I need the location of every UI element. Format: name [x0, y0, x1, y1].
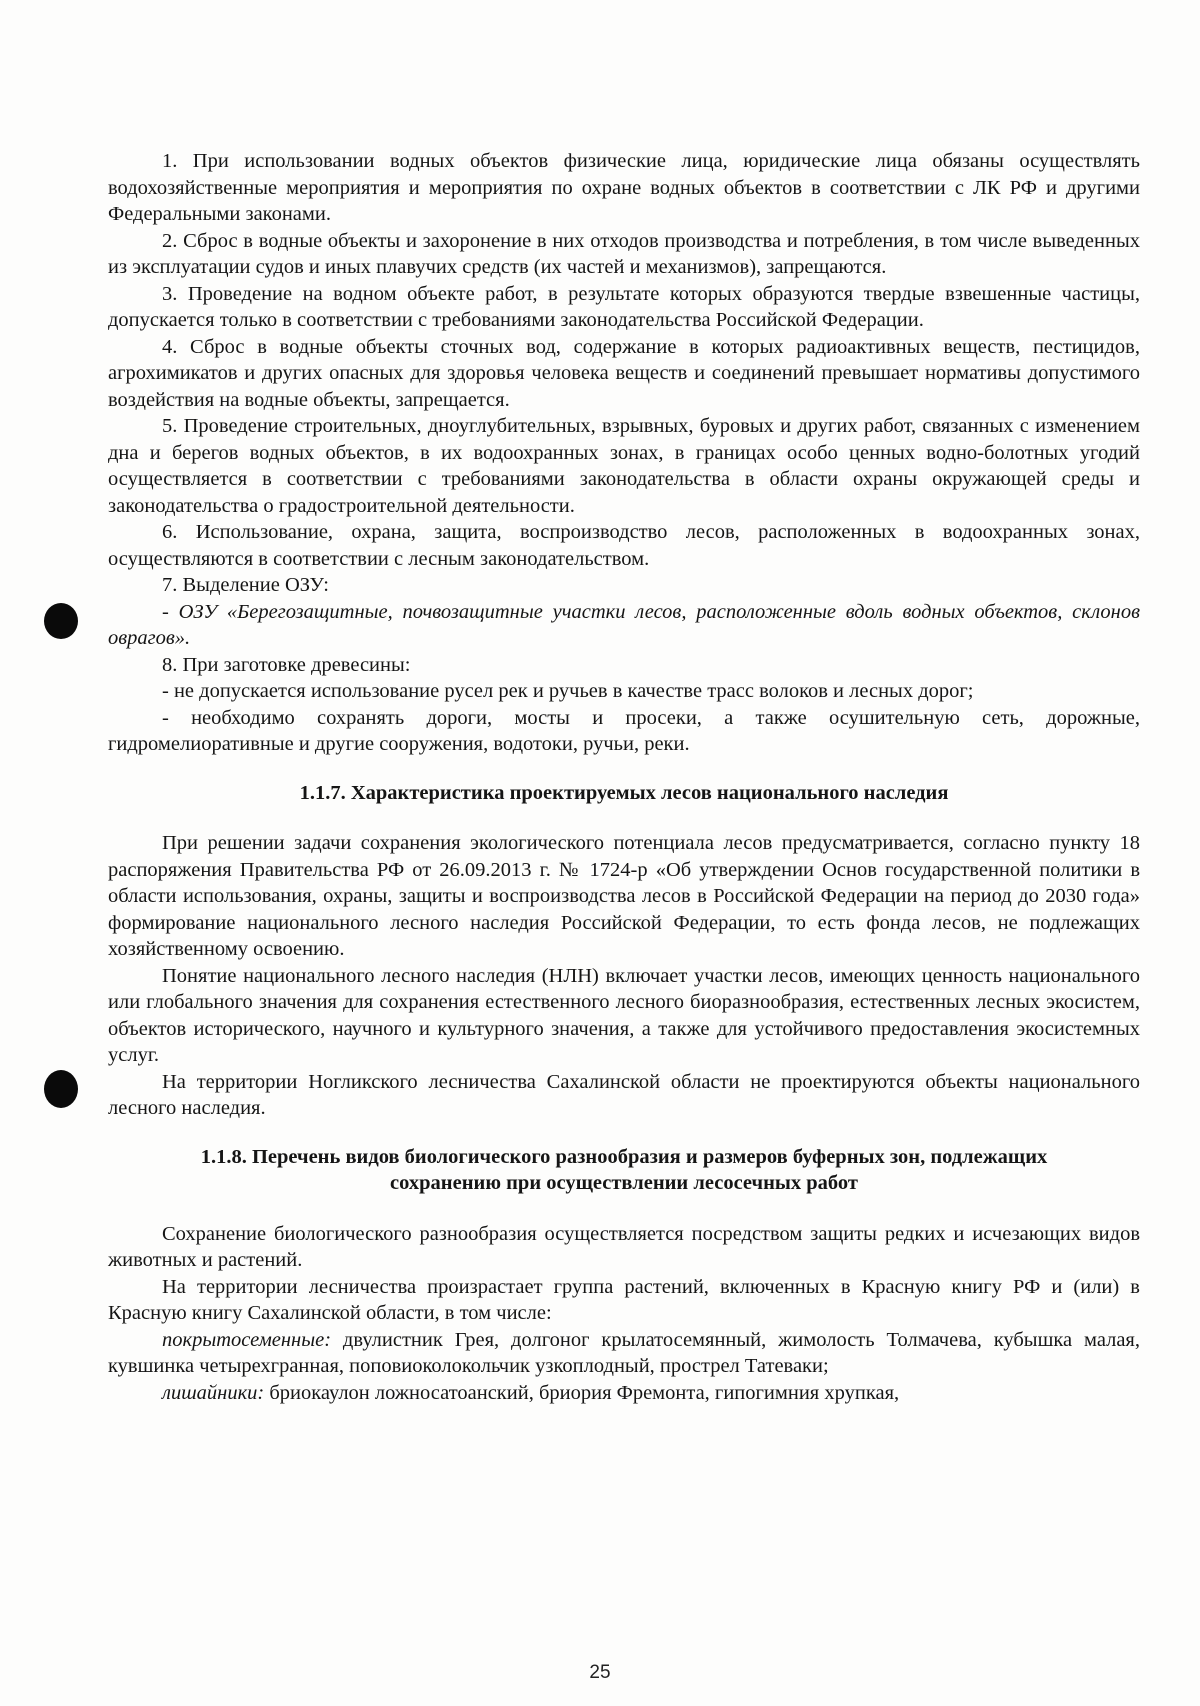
paragraph: 4. Сброс в водные объекты сточных вод, содержание в которых радиоактивных веществ, пестицидов, агрохимикатов и других опасных для здоровья человека веществ и соединений превышает нормативы допустимого воздействия на водные объекты, запрещается. — [108, 335, 1140, 411]
paragraph: На территории Ногликского лесничества Сахалинской области не проектируются объекты национального лесного наследия. — [108, 1070, 1140, 1119]
paragraph: Понятие национального лесного наследия (НЛН) включает участки лесов, имеющих ценность национального или глобального значения для сохранения естественного лесного биоразнообразия, естественных лесных экосистем, объектов исторического, научного и культурного значения, а также для устойчивого предоставления экосистемных услуг. — [108, 964, 1140, 1066]
punch-hole — [44, 1070, 78, 1108]
paragraph: - необходимо сохранять дороги, мосты и просеки, а также осушительную сеть, дорожные, гидромелиоративные и другие сооружения, водотоки, ручьи, реки. — [108, 706, 1140, 755]
heading-line: 1.1.8. Перечень видов биологического разнообразия и размеров буферных зон, подлежащих — [200, 1145, 1048, 1168]
paragraph: 7. Выделение ОЗУ: — [162, 574, 329, 596]
paragraph: 6. Использование, охрана, защита, воспроизводство лесов, расположенных в водоохранных зонах, осуществляются в соответствии с лесным законодательством. — [108, 521, 1140, 570]
section-heading-1-1-8 — [108, 1144, 1140, 1197]
page-number: 25 — [589, 1662, 611, 1683]
ozu-item: - ОЗУ «Берегозащитные, почвозащитные участки лесов, расположенные вдоль водных объектов, склонов оврагов». — [108, 600, 1140, 649]
section-heading-1-1-7: 1.1.7. Характеристика проектируемых лесов национального наследия — [299, 781, 949, 804]
paragraph: Сохранение биологического разнообразия осуществляется посредством защиты редких и исчезающих видов животных и растений. — [108, 1222, 1140, 1271]
lichens-text: бриокаулон ложносатоанский, бриория Фремонта, гипогимния хрупкая, — [264, 1381, 900, 1404]
plants-paragraph — [108, 1327, 1140, 1380]
lichens-paragraph — [108, 1380, 1140, 1407]
paragraph: 5. Проведение строительных, дноуглубительных, взрывных, буровых и других работ, связанных с изменением дна и берегов водных объектов, в их водоохранных зонах, в границах особо ценных водно-болотных угодий осуществляется в соответствии с требованиями законодательства в области охраны окружающей среды и законодательства о градостроительной деятельности. — [108, 415, 1140, 517]
paragraph: При решении задачи сохранения экологического потенциала лесов предусматривается, согласно пункту 18 распоряжения Правительства РФ от 26.09.2013 г. № 1724-р «Об утверждении Основ государственной политики в области использования, охраны, защиты и воспроизводства лесов в Российской Федерации на период до 2030 года» формирование национального лесного наследия Российской Федерации, то есть фонда лесов, не подлежащих хозяйственному освоению. — [108, 832, 1140, 960]
punch-hole — [44, 603, 78, 639]
page-content — [108, 148, 1140, 1406]
plants-label: покрытосеменные: — [162, 1328, 332, 1351]
lichens-label: лишайники: — [162, 1381, 265, 1404]
plants-text: двулистник Грея, долгоног крылатосемянный, жимолость Толмачева, кубышка малая, кувшинка четырехгранная, поповиоколокольчик узкоплодный, прострел Татеваки; — [108, 1328, 1140, 1377]
paragraph: 8. При заготовке древесины: — [162, 653, 411, 676]
paragraph: На территории лесничества произрастает группа растений, включенных в Красную книгу РФ и (или) в Красную книгу Сахалинской области, в том числе: — [108, 1275, 1140, 1324]
paragraph: 3. Проведение на водном объекте работ, в результате которых образуются твердые взвешенные частицы, допускается только в соответствии с требованиями законодательства Российской Федерации. — [108, 282, 1140, 331]
paragraph: 2. Сброс в водные объекты и захоронение в них отходов производства и потребления, в том числе выведенных из эксплуатации судов и иных плавучих средств (их частей и механизмов), запрещаются. — [108, 229, 1140, 278]
paragraph: - не допускается использование русел рек и ручьев в качестве трасс волоков и лесных дорог; — [162, 680, 974, 702]
paragraph: 1. При использовании водных объектов физические лица, юридические лица обязаны осуществлять водохозяйственные мероприятия и мероприятия по охране водных объектов в соответствии с ЛК РФ и другими Федеральными законами. — [108, 150, 1140, 225]
heading-line: сохранению при осуществлении лесосечных работ — [390, 1172, 858, 1194]
